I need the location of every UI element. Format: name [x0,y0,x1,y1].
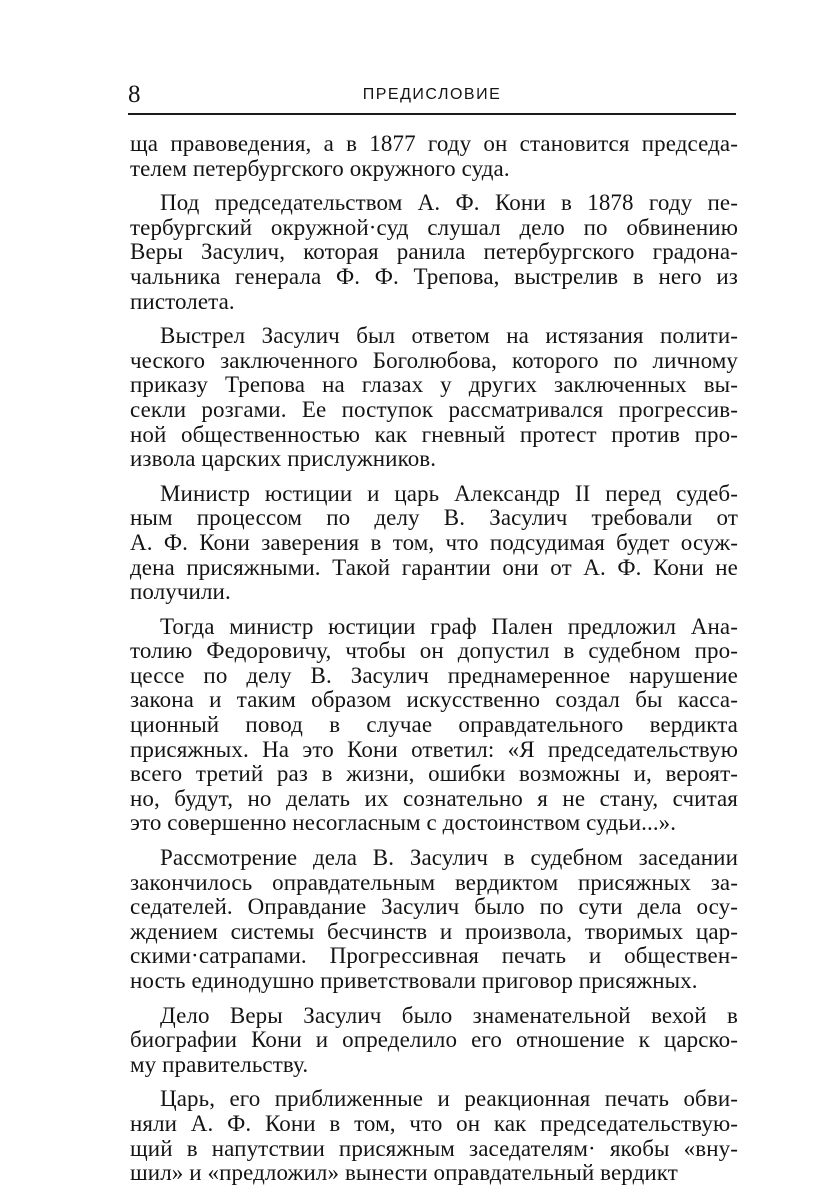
text-line: закона и таким образом искусственно создал бы касса- [130,687,738,713]
text-line: секли розгами. Ее поступок рассматривался прогрессив- [130,396,738,422]
text-line: седателей. Оправдание Засулич было по сути дела осу- [130,894,738,920]
text-line: тербургский окружной·суд слушал дело по обвинению [130,214,738,240]
text-line: получили. [130,579,231,605]
paragraph [130,191,738,314]
paragraph [130,1087,738,1185]
paragraph [130,482,738,605]
paragraph [130,1004,738,1078]
text-line: дена присяжными. Такой гарантии они от А. Ф. Кони не [130,554,738,580]
paragraph [130,132,738,181]
text-line: Дело Веры Засулич было знаменательной вехой в [160,1002,738,1028]
paragraph [130,846,738,994]
text-line: биографии Кони и определило его отношение к царско- [130,1027,738,1053]
text-line: ной общественностью как гневный протест против про- [130,421,738,447]
text-line: шил» и «предложил» вынести оправдательный вердикт [130,1160,678,1186]
text-line: телем петербургского окружного суда. [130,155,510,181]
text-line: но, будут, но делать их сознательно я не стану, считая [130,785,738,811]
text-line: ща правоведения, а в 1877 году он становится председа- [130,131,738,156]
text-line: закончилось оправдательным вердиктом присяжных за- [130,869,738,895]
running-head: ПРЕДИСЛОВИЕ [362,86,502,103]
page-header [128,82,736,108]
text-line: ционный повод в случае оправдательного вердикта [130,712,738,738]
text-line: скими·сатрапами. Прогрессивная печать и обществен- [130,943,738,969]
text-line: Под председательством А. Ф. Кони в 1878 году пе- [160,190,738,216]
body-text [130,132,738,1196]
text-line: всего третий раз в жизни, ошибки возможны и, вероят- [130,761,738,787]
text-line: щий в напутствии присяжным заседателям· якобы «вну- [130,1135,738,1161]
text-line: му правительству. [130,1051,309,1077]
text-line: Рассмотрение дела В. Засулич в судебном заседании [160,845,738,871]
text-line: ждением системы бесчинств и произвола, творимых цар- [130,918,738,944]
text-line: Выстрел Засулич был ответом на истязания полити- [160,323,738,349]
text-line: ность единодушно приветствовали приговор присяжных. [130,968,698,993]
text-line: ным процессом по делу В. Засулич требовали от [130,505,738,531]
text-line: цессе по делу В. Засулич преднамеренное нарушение [130,662,738,688]
text-line: Тогда министр юстиции граф Пален предложил Ана- [160,613,738,639]
text-line: это совершенно несогласным с достоинством судьи...». [130,810,677,836]
page-number: 8 [128,81,141,108]
paragraph [130,615,738,836]
text-line: Министр юстиции и царь Александр II перед судеб- [160,480,738,506]
text-line: толию Федоровичу, чтобы он допустил в судебном про- [130,638,738,664]
text-line: чальника генерала Ф. Ф. Трепова, выстрелив в него из [130,263,738,289]
text-line: присяжных. На это Кони ответил: «Я председательствую [130,736,738,762]
text-line: Царь, его приближенные и реакционная печать обви- [160,1086,738,1112]
text-line: извола царских прислужников. [130,446,437,472]
text-line: приказу Трепова на глазах у других заключенных вы- [130,372,738,398]
text-line: А. Ф. Кони заверения в том, что подсудимая будет осуж- [130,529,738,555]
paragraph [130,324,738,472]
text-line: ческого заключенного Боголюбова, которого по личному [130,347,738,373]
header-rule [128,113,736,115]
text-line: пистолета. [130,288,235,314]
text-line: Веры Засулич, которая ранила петербургского градона- [130,239,738,265]
text-line: няли А. Ф. Кони в том, что он как председательствую- [130,1110,738,1136]
